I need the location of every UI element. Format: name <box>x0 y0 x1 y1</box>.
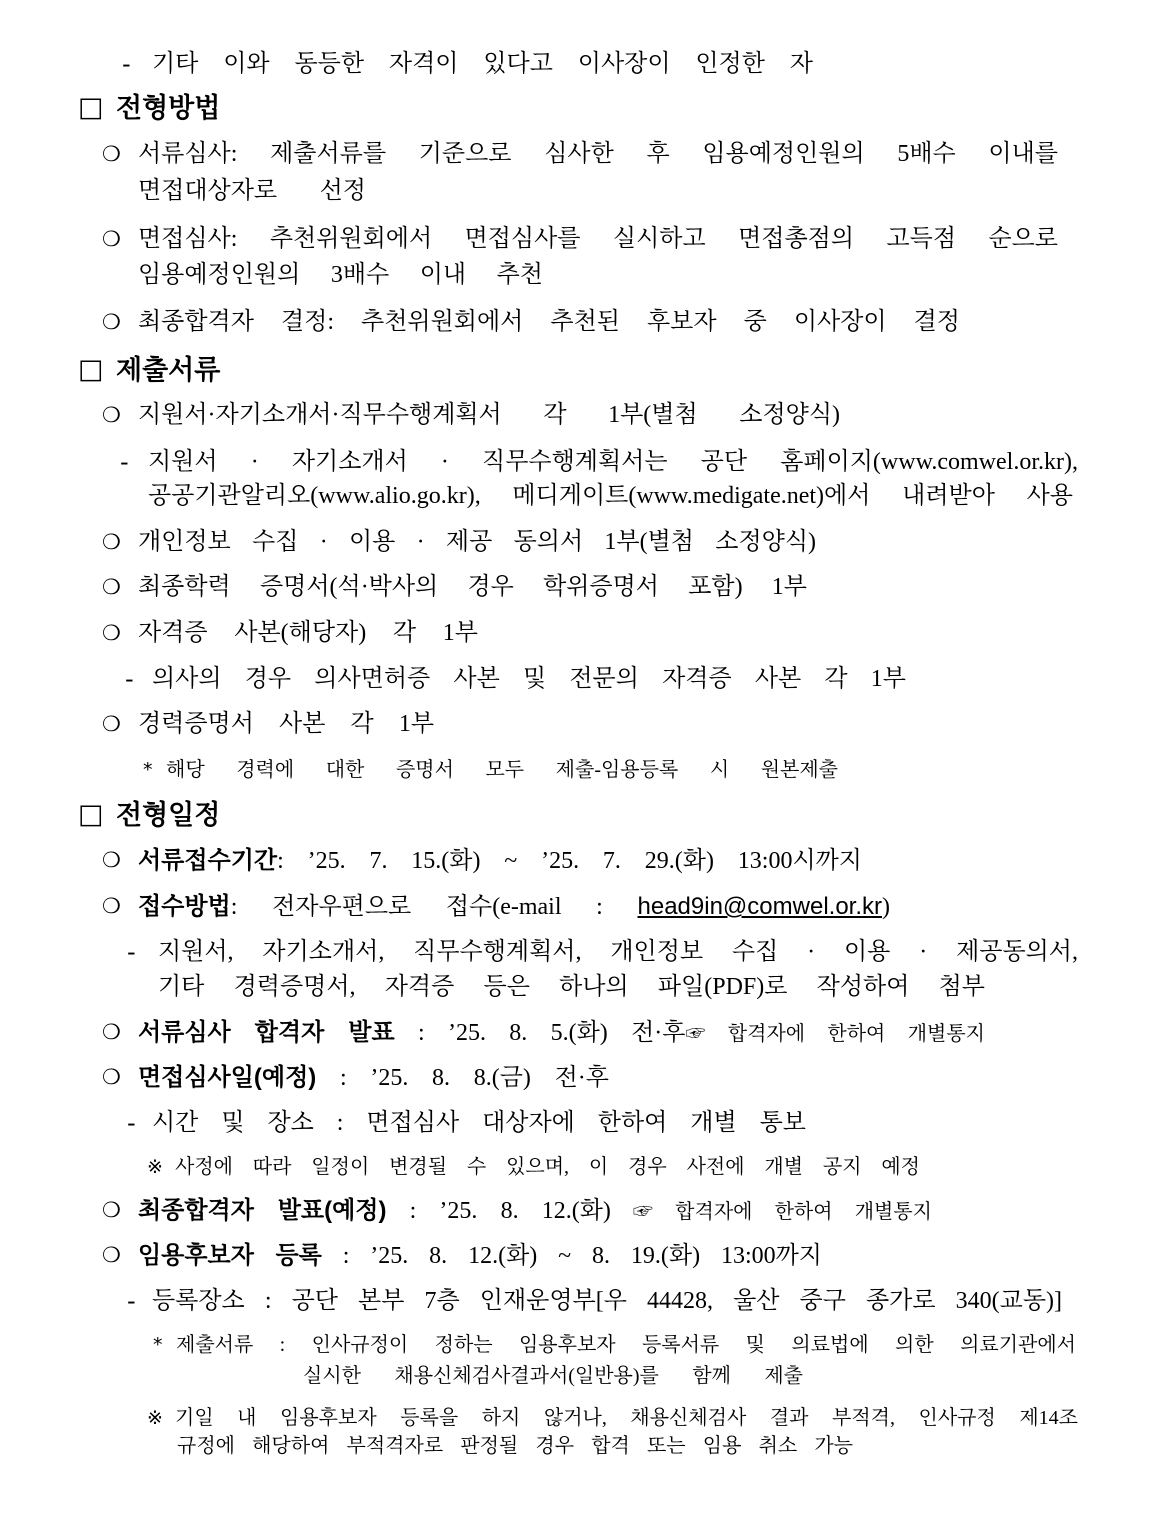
asterisk-marker: * <box>153 1334 163 1356</box>
dash-marker: - <box>125 665 134 693</box>
section-box-marker: □ <box>78 92 104 123</box>
schedule-item-label: 서류접수기간 <box>138 847 278 874</box>
selection-item-interview <box>102 225 1058 254</box>
doc-item-text: 지원서·자기소개서·직무수행계획서 각 1부(별첨 소정양식) <box>138 402 840 428</box>
circle-bullet-marker: ❍ <box>102 848 121 872</box>
schedule-note-text: 사정에 따라 일정이 변경될 수 있으며, 이 경우 사전에 개별 공지 예정 <box>175 1156 920 1178</box>
selection-item-interview-continued <box>138 261 543 290</box>
reference-mark-marker: ※ <box>147 1407 163 1429</box>
selection-item-text: 면접대상자로 선정 <box>138 178 366 204</box>
doc-item-text: 최종학력 증명서(석·박사의 경우 학위증명서 포함) 1부 <box>138 574 807 600</box>
dash-marker: - <box>127 938 136 966</box>
circle-bullet-marker: ❍ <box>102 712 121 736</box>
doc-detail-download-sites-continued <box>148 482 1073 511</box>
doc-detail-text: 지원서 · 자기소개서 · 직무수행계획서는 공단 홈페이지(www.comwel.or.kr), <box>148 449 1078 475</box>
qualification-note-text: 기타 이와 동등한 자격이 있다고 이사장이 인정한 자 <box>152 51 813 77</box>
schedule-item-value: : 전자우편으로 접수(e-mail : <box>230 894 638 920</box>
schedule-note-registration-documents-continued <box>303 1364 803 1388</box>
schedule-detail-registration-location <box>127 1287 1062 1316</box>
schedule-warning-disqualification <box>147 1406 1078 1430</box>
schedule-warning-disqualification-continued <box>177 1434 853 1458</box>
dash-marker: - <box>120 448 129 476</box>
schedule-item-notice: ☞ 합격자에 한하여 개별통지 <box>610 1201 932 1223</box>
section-heading-text: 전형방법 <box>116 93 221 123</box>
section-heading-schedule <box>78 798 221 832</box>
circle-bullet-marker: ❍ <box>102 894 121 918</box>
circle-bullet-marker: ❍ <box>102 621 121 645</box>
circle-bullet-marker: ❍ <box>102 530 121 554</box>
schedule-note-text: 실시한 채용신체검사결과서(일반용)를 함께 제출 <box>303 1365 803 1387</box>
schedule-item-candidate-registration <box>102 1241 822 1271</box>
schedule-item-label: 면접심사일(예정) <box>138 1064 317 1091</box>
asterisk-marker: * <box>143 759 153 781</box>
schedule-detail-text: 등록장소 : 공단 본부 7층 인재운영부[우 44428, 울산 중구 종가로 340(교동)] <box>152 1288 1062 1314</box>
doc-item-license-copy <box>102 619 478 648</box>
circle-bullet-marker: ❍ <box>102 1243 121 1267</box>
schedule-item-submission-method <box>102 892 890 922</box>
schedule-detail-text: 기타 경력증명서, 자격증 등은 하나의 파일(PDF)로 작성하여 첨부 <box>158 974 985 1000</box>
circle-bullet-marker: ❍ <box>102 575 121 599</box>
circle-bullet-marker: ❍ <box>102 1198 121 1222</box>
selection-item-final-decision <box>102 308 960 337</box>
dash-marker: - <box>122 50 131 78</box>
schedule-item-value-suffix: ) <box>882 894 890 920</box>
schedule-item-interview-date <box>102 1063 609 1093</box>
circle-bullet-marker: ❍ <box>102 403 121 427</box>
circle-bullet-marker: ❍ <box>102 1065 121 1089</box>
schedule-item-label: 서류심사 합격자 발표 <box>138 1019 395 1046</box>
selection-item-text: 면접심사: 추천위원회에서 면접심사를 실시하고 면접총점의 고득점 순으로 <box>138 226 1058 252</box>
selection-item-text: 최종합격자 결정: 추천위원회에서 추천된 후보자 중 이사장이 결정 <box>138 309 960 335</box>
doc-item-education-certificate <box>102 573 807 602</box>
schedule-item-value: : ’25. 8. 8.(금) 전·후 <box>316 1065 609 1091</box>
section-heading-required-documents <box>78 353 221 387</box>
schedule-note-registration-documents <box>153 1333 1076 1357</box>
schedule-note-text: 제출서류 : 인사규정이 정하는 임용후보자 등록서류 및 의료법에 의한 의료기관에서 <box>176 1334 1076 1356</box>
schedule-detail-text: 지원서, 자기소개서, 직무수행계획서, 개인정보 수집 · 이용 · 제공동의서, <box>158 939 1078 965</box>
circle-bullet-marker: ❍ <box>102 1020 121 1044</box>
schedule-item-value: : ’25. 8. 12.(화) <box>386 1198 611 1224</box>
doc-detail-download-sites <box>120 448 1078 477</box>
schedule-item-value: : ’25. 7. 15.(화) ~ ’25. 7. 29.(화) 13:00시까지 <box>277 848 862 874</box>
schedule-item-notice: ☞ 합격자에 한하여 개별통지 <box>685 1023 985 1045</box>
schedule-item-label: 최종합격자 발표(예정) <box>138 1197 387 1224</box>
schedule-item-label: 접수방법 <box>138 893 231 920</box>
schedule-detail-interview-time-place <box>127 1109 806 1138</box>
dash-marker: - <box>127 1109 136 1137</box>
doc-item-text: 개인정보 수집 · 이용 · 제공 동의서 1부(별첨 소정양식) <box>138 529 816 555</box>
selection-item-text: 임용예정인원의 3배수 이내 추천 <box>138 262 543 288</box>
circle-bullet-marker: ❍ <box>102 142 121 166</box>
section-heading-text: 전형일정 <box>116 800 221 830</box>
schedule-detail-submission-files-continued <box>158 973 985 1002</box>
selection-item-document-review-continued <box>138 177 366 206</box>
doc-item-text: 경력증명서 사본 각 1부 <box>138 711 434 737</box>
selection-item-document-review <box>102 140 1058 169</box>
schedule-item-final-results <box>102 1196 932 1227</box>
doc-item-text: 자격증 사본(해당자) 각 1부 <box>138 620 478 646</box>
email-link[interactable]: head9in@comwel.or.kr <box>637 893 882 920</box>
section-box-marker: □ <box>78 799 104 830</box>
schedule-item-document-results <box>102 1018 985 1049</box>
schedule-item-application-period <box>102 846 862 876</box>
schedule-warning-text: 기일 내 임용후보자 등록을 하지 않거나, 채용신체검사 결과 부적격, 인사규정 제14조 <box>175 1407 1078 1429</box>
doc-item-application-forms <box>102 401 840 430</box>
schedule-item-value: : ’25. 8. 5.(화) 전·후 <box>394 1020 686 1046</box>
selection-item-text: 서류심사: 제출서류를 기준으로 심사한 후 임용예정인원의 5배수 이내를 <box>138 141 1058 167</box>
doc-detail-text: 공공기관알리오(www.alio.go.kr), 메디게이트(www.medigate.net)에서 내려받아 사용 <box>148 483 1073 509</box>
qualification-note <box>122 50 813 79</box>
schedule-item-label: 임용후보자 등록 <box>138 1242 322 1269</box>
doc-detail-license-copy <box>125 665 906 694</box>
dash-marker: - <box>127 1287 136 1315</box>
doc-item-privacy-consent <box>102 528 816 557</box>
schedule-detail-text: 시간 및 장소 : 면접심사 대상자에 한하여 개별 통보 <box>152 1110 806 1136</box>
section-heading-text: 제출서류 <box>116 355 221 385</box>
doc-note-text: 해당 경력에 대한 증명서 모두 제출-임용등록 시 원본제출 <box>166 759 838 781</box>
section-heading-selection-method <box>78 91 221 125</box>
doc-detail-text: 의사의 경우 의사면허증 사본 및 전문의 자격증 사본 각 1부 <box>152 666 906 692</box>
doc-note-career-certificate <box>143 758 838 782</box>
reference-mark-marker: ※ <box>147 1156 163 1178</box>
schedule-note-schedule-change <box>147 1155 920 1179</box>
schedule-detail-submission-files <box>127 938 1078 967</box>
schedule-item-value: : ’25. 8. 12.(화) ~ 8. 19.(화) 13:00까지 <box>321 1243 822 1269</box>
section-box-marker: □ <box>78 354 104 385</box>
doc-item-career-certificate <box>102 710 434 739</box>
circle-bullet-marker: ❍ <box>102 227 121 251</box>
schedule-warning-text: 규정에 해당하여 부적격자로 판정될 경우 합격 또는 임용 취소 가능 <box>177 1435 853 1457</box>
circle-bullet-marker: ❍ <box>102 310 121 334</box>
